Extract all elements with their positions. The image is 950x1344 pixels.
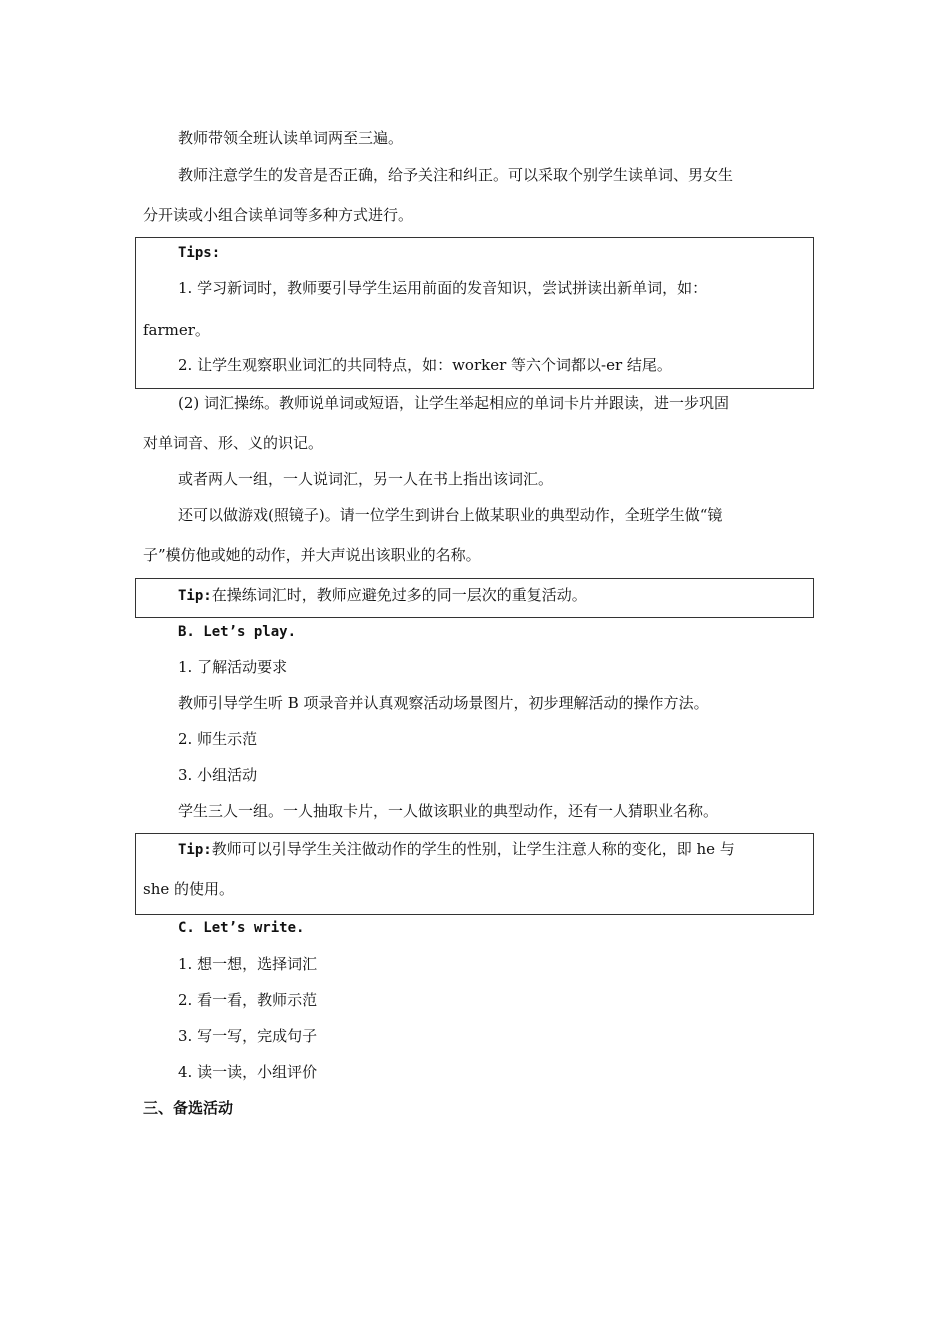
tips-box-1-item-1-line-1: 1. 学习新词时，教师要引导学生运用前面的发音知识，尝试拼读出新单词，如： <box>178 279 708 297</box>
section-b-step-3-desc: 学生三人一组。一人抽取卡片，一人做该职业的典型动作，还有一人猜职业名称。 <box>178 802 719 820</box>
paragraph-3-line-1: (2) 词汇操练。教师说单词或短语，让学生举起相应的单词卡片并跟读，进一步巩固 <box>178 394 730 412</box>
tips-box-1-item-1-line-2: farmer。 <box>143 321 210 339</box>
paragraph-5-line-2: 子”模仿他或她的动作，并大声说出该职业的名称。 <box>143 546 481 564</box>
tips-box-1-title: Tips: <box>178 245 221 261</box>
section-b-step-2: 2. 师生示范 <box>178 730 258 748</box>
tip-box-3-line-2: she 的使用。 <box>143 880 235 898</box>
section-c-step-3: 3. 写一写，完成句子 <box>178 1027 318 1045</box>
tip-box-3-line-1 <box>178 839 735 860</box>
paragraph-1: 教师带领全班认读单词两至三遍。 <box>178 129 404 147</box>
tip-box-3 <box>135 833 814 915</box>
tip-box-3-label: Tip: <box>178 842 212 858</box>
tip-box-2 <box>135 578 814 618</box>
paragraph-2-line-2: 分开读或小组合读单词等多种方式进行。 <box>143 206 414 224</box>
section-b-step-1-desc: 教师引导学生听 B 项录音并认真观察活动场景图片，初步理解活动的操作方法。 <box>178 694 709 712</box>
tip-box-2-content <box>178 585 587 606</box>
tip-box-2-text: 在操练词汇时，教师应避免过多的同一层次的重复活动。 <box>211 586 587 604</box>
paragraph-5-line-1: 还可以做游戏(照镜子)。请一位学生到讲台上做某职业的典型动作，全班学生做“镜 <box>178 506 723 524</box>
section-b-step-3: 3. 小组活动 <box>178 766 258 784</box>
paragraph-2-line-1: 教师注意学生的发音是否正确，给予关注和纠正。可以采取个别学生读单词、男女生 <box>178 166 734 184</box>
section-c-step-2: 2. 看一看，教师示范 <box>178 991 318 1009</box>
paragraph-4: 或者两人一组，一人说词汇，另一人在书上指出该词汇。 <box>178 470 554 488</box>
tips-box-1-item-2: 2. 让学生观察职业词汇的共同特点，如：worker 等六个词都以-er 结尾。 <box>178 356 672 374</box>
section-3-heading: 三、备选活动 <box>143 1099 234 1117</box>
section-c-step-1: 1. 想一想，选择词汇 <box>178 955 318 973</box>
tip-box-3-text-a: 教师可以引导学生关注做动作的学生的性别，让学生注意人称的变化，即 he 与 <box>211 840 735 858</box>
section-b-step-1: 1. 了解活动要求 <box>178 658 288 676</box>
section-b-heading: B. Let’s play. <box>178 624 297 640</box>
paragraph-3-line-2: 对单词音、形、义的识记。 <box>143 434 324 452</box>
tip-box-2-label: Tip: <box>178 588 212 604</box>
tips-box-1 <box>135 237 814 389</box>
section-c-heading: C. Let’s write. <box>178 920 305 936</box>
section-c-step-4: 4. 读一读，小组评价 <box>178 1063 318 1081</box>
